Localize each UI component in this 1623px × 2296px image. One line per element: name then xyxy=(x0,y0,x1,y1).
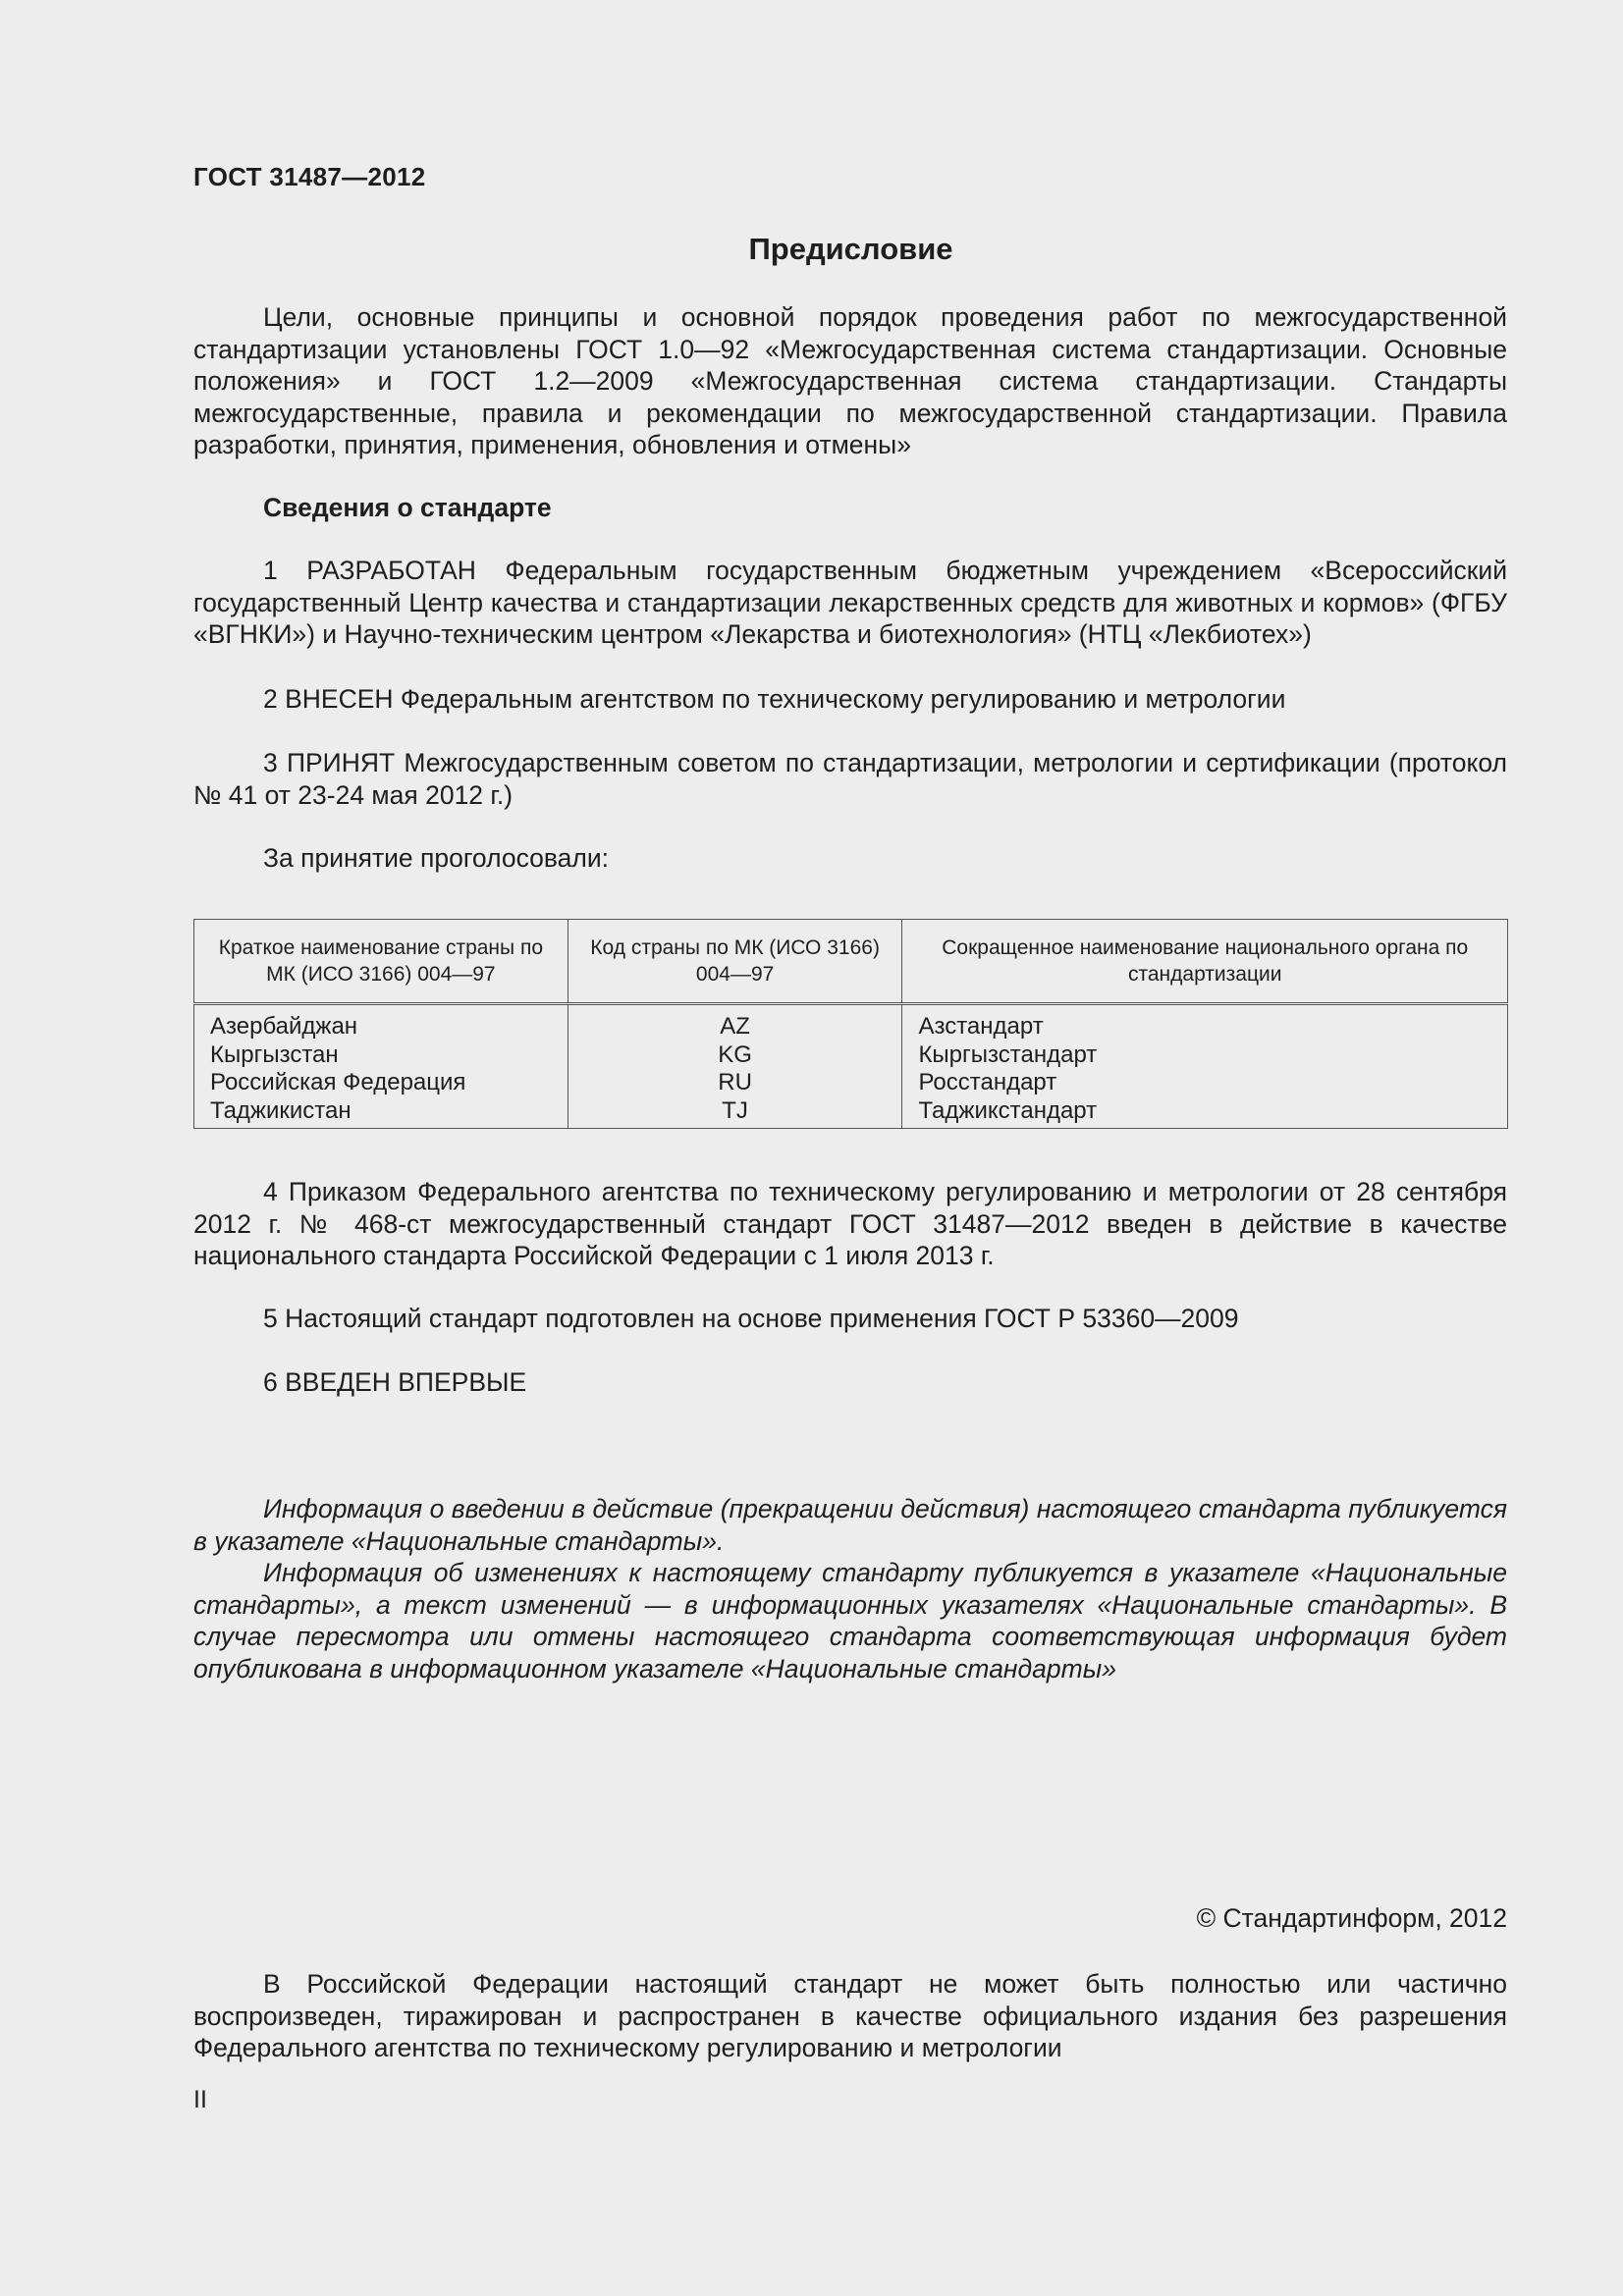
preface-title: Предисловие xyxy=(748,232,953,266)
country-name: Таджикистан xyxy=(194,1097,568,1129)
standard-code: ГОСТ 31487—2012 xyxy=(193,162,426,191)
table-row xyxy=(194,1004,1508,1041)
notice-paragraph-1: Информация о введении в действие (прекращении действия) настоящего стандарта публикуется в указателе «Национальные стандарты». xyxy=(193,1494,1507,1556)
country-name: Российская Федерация xyxy=(194,1069,568,1097)
info-item-4: 4 Приказом Федерального агентства по техническому регулированию и метрологии от 28 сентября 2012 г. № 468-ст межгосударственный стандарт ГОСТ 31487—2012 введен в действие в качестве национального стандарта Российской Федерации с 1 июля 2013 г. xyxy=(193,1177,1507,1270)
header-country-name: Краткое наименование страны по МК (ИСО 3166) 004—97 xyxy=(194,920,568,1004)
table-row xyxy=(194,1041,1508,1070)
national-body: Таджикстандарт xyxy=(902,1097,1508,1129)
country-name: Азербайджан xyxy=(194,1004,568,1041)
table-row xyxy=(194,1069,1508,1097)
national-body: Азстандарт xyxy=(902,1004,1508,1041)
copyright-line: © Стандартинформ, 2012 xyxy=(1196,1903,1507,1933)
header-national-body: Сокращенное наименование национального органа по стандартизации xyxy=(902,920,1508,1004)
info-item-5: 5 Настоящий стандарт подготовлен на основе применения ГОСТ Р 53360—2009 xyxy=(263,1304,1239,1333)
country-code: KG xyxy=(568,1041,902,1070)
page-number: II xyxy=(193,2086,207,2113)
national-body: Кыргызстандарт xyxy=(902,1041,1508,1070)
reproduction-notice: В Российской Федерации настоящий стандарт не может быть полностью или частично воспроизведен, тиражирован и распространен в качестве официального издания без разрешения Федерального агентства по техническому регулированию и метрологии xyxy=(193,1969,1507,2062)
table-header-row xyxy=(194,920,1508,1004)
info-item-3: 3 ПРИНЯТ Межгосударственным советом по стандартизации, метрологии и сертификации (протокол № 41 от 23-24 мая 2012 г.) xyxy=(193,748,1507,810)
country-code: AZ xyxy=(568,1004,902,1041)
info-item-2: 2 ВНЕСЕН Федеральным агентством по техническому регулированию и метрологии xyxy=(263,684,1286,714)
notice-paragraph-2: Информация об изменениях к настоящему стандарту публикуется в указателе «Национальные стандарты», а текст изменений — в информационных указателях «Национальные стандарты». В случае пересмотра или отмены настоящего стандарта соответствующая информация будет опубликована в информационном указателе «Национальные стандарты» xyxy=(193,1558,1507,1683)
info-item-6: 6 ВВЕДЕН ВПЕРВЫЕ xyxy=(263,1367,527,1397)
voting-table xyxy=(193,919,1508,1129)
voted-label: За принятие проголосовали: xyxy=(263,843,610,873)
country-name: Кыргызстан xyxy=(194,1041,568,1070)
header-country-code: Код страны по МК (ИСО 3166) 004—97 xyxy=(568,920,902,1004)
national-body: Росстандарт xyxy=(902,1069,1508,1097)
country-code: RU xyxy=(568,1069,902,1097)
country-code: TJ xyxy=(568,1097,902,1129)
preface-intro: Цели, основные принципы и основной порядок проведения работ по межгосударственной стандартизации установлены ГОСТ 1.0—92 «Межгосударственная система стандартизации. Основные положения» и ГОСТ 1.2—2009 «Межгосударственная система стандартизации. Стандарты межгосударственные, правила и рекомендации по межгосударственной стандартизации. Правила разработки, принятия, применения, обновления и отмены» xyxy=(193,302,1507,459)
info-item-1: 1 РАЗРАБОТАН Федеральным государственным бюджетным учреждением «Всероссийский государственный Центр качества и стандартизации лекарственных средств для животных и кормов» (ФГБУ «ВГНКИ») и Научно-техническим центром «Лекарства и биотехнология» (НТЦ «Лекбиотех») xyxy=(193,556,1507,649)
info-title: Сведения о стандарте xyxy=(263,493,552,522)
table-row xyxy=(194,1097,1508,1129)
